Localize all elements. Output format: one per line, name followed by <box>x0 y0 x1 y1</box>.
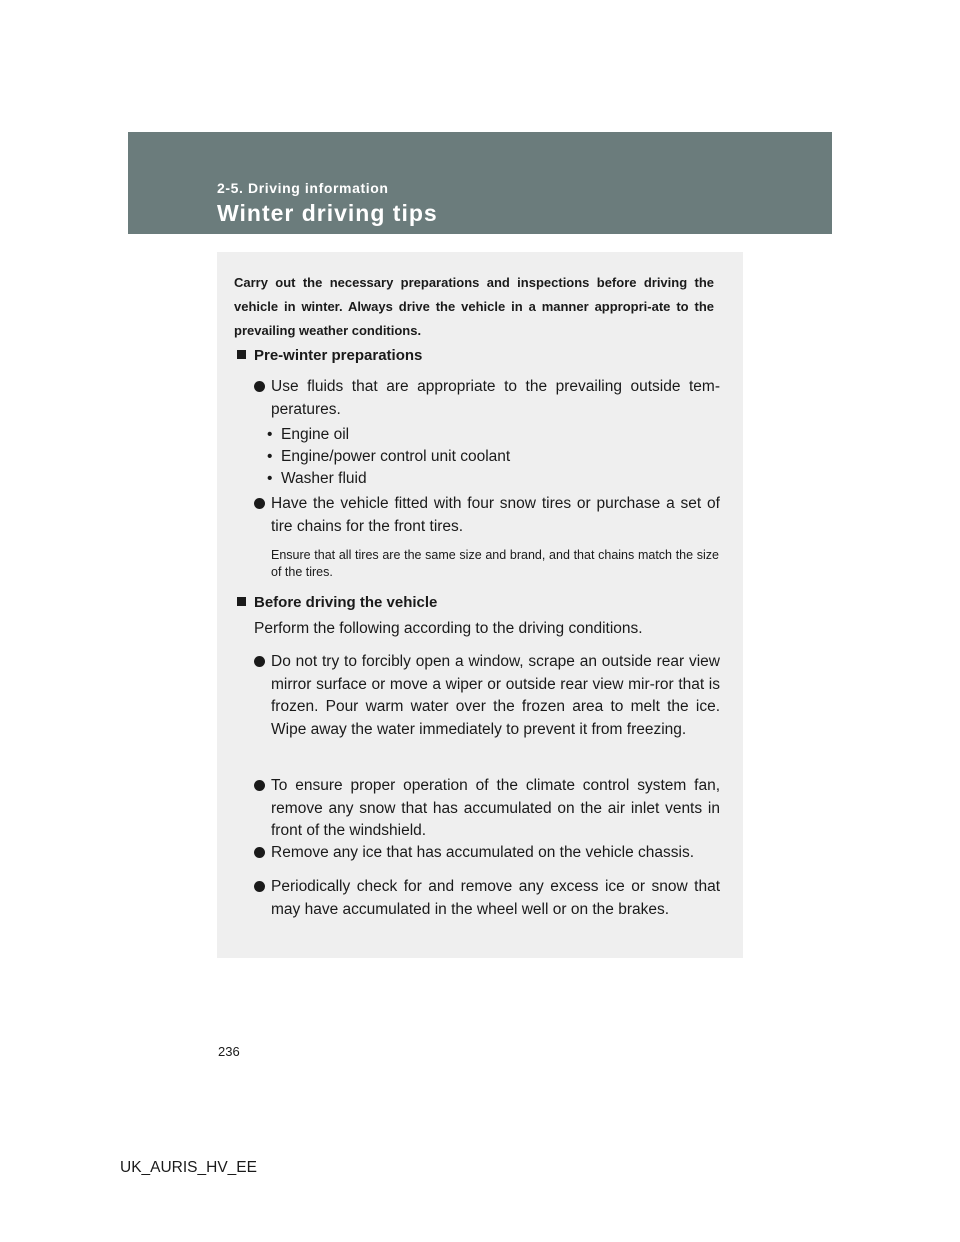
page-number: 236 <box>218 1044 240 1059</box>
header-band <box>128 132 832 234</box>
round-bullet-icon <box>254 656 265 667</box>
round-bullet-icon <box>254 847 265 858</box>
document-code: UK_AURIS_HV_EE <box>120 1159 257 1176</box>
before-driving-intro: Perform the following according to the driving conditions. <box>254 620 643 637</box>
bullet-snow-tires <box>254 493 720 538</box>
fluid-item-label: Engine oil <box>281 426 350 443</box>
square-bullet-icon <box>237 597 246 606</box>
bullet-text: To ensure proper operation of the climate control system fan, remove any snow that has accumulated on the air inlet vents in front of the windshield. <box>271 777 720 839</box>
heading-before-driving <box>237 594 437 611</box>
heading-before-driving-label: Before driving the vehicle <box>254 594 438 611</box>
bullet-text: Have the vehicle fitted with four snow tires or purchase a set of tire chains for the front tires. <box>271 495 720 535</box>
bullet-wheel-well <box>254 876 720 921</box>
fluid-item-label: Washer fluid <box>281 470 367 487</box>
bullet-text: Periodically check for and remove any excess ice or snow that may have accumulated in the wheel well or on the brakes. <box>271 878 720 918</box>
bullet-text: Use fluids that are appropriate to the prevailing outside tem-peratures. <box>271 378 720 418</box>
fluid-item: • Washer fluid <box>267 470 367 487</box>
bullet-use-fluids <box>254 376 720 421</box>
round-bullet-icon <box>254 381 265 392</box>
intro-paragraph: Carry out the necessary preparations and inspections before driving the vehicle in winter. Always drive the vehicle in a manner appropri-ate to the prevailing weather conditions. <box>234 275 714 338</box>
heading-pre-winter-label: Pre-winter preparations <box>254 347 423 364</box>
bullet-text: Do not try to forcibly open a window, scrape an outside rear view mirror surface or move a wiper or outside rear view mir-ror that is frozen. Pour warm water over the frozen area to melt the ice. Wipe away the water immediately to prevent it from freezing. <box>271 653 720 738</box>
fluid-item-label: Engine/power control unit coolant <box>281 448 511 465</box>
fluid-item: • Engine oil <box>267 426 350 443</box>
round-bullet-icon <box>254 780 265 791</box>
round-bullet-icon <box>254 881 265 892</box>
page-title: Winter driving tips <box>217 200 438 226</box>
bullet-chassis-ice <box>254 842 720 865</box>
bullet-frozen-parts <box>254 651 720 741</box>
heading-pre-winter <box>237 347 422 364</box>
bullet-text: Remove any ice that has accumulated on the vehicle chassis. <box>271 844 695 861</box>
square-bullet-icon <box>237 350 246 359</box>
tire-note: Ensure that all tires are the same size and brand, and that chains match the size of the tires. <box>271 548 719 579</box>
bullet-air-inlet <box>254 775 720 843</box>
fluid-item: • Engine/power control unit coolant <box>267 448 511 465</box>
round-bullet-icon <box>254 498 265 509</box>
content-box <box>217 252 743 958</box>
section-label: 2-5. Driving information <box>217 180 389 196</box>
